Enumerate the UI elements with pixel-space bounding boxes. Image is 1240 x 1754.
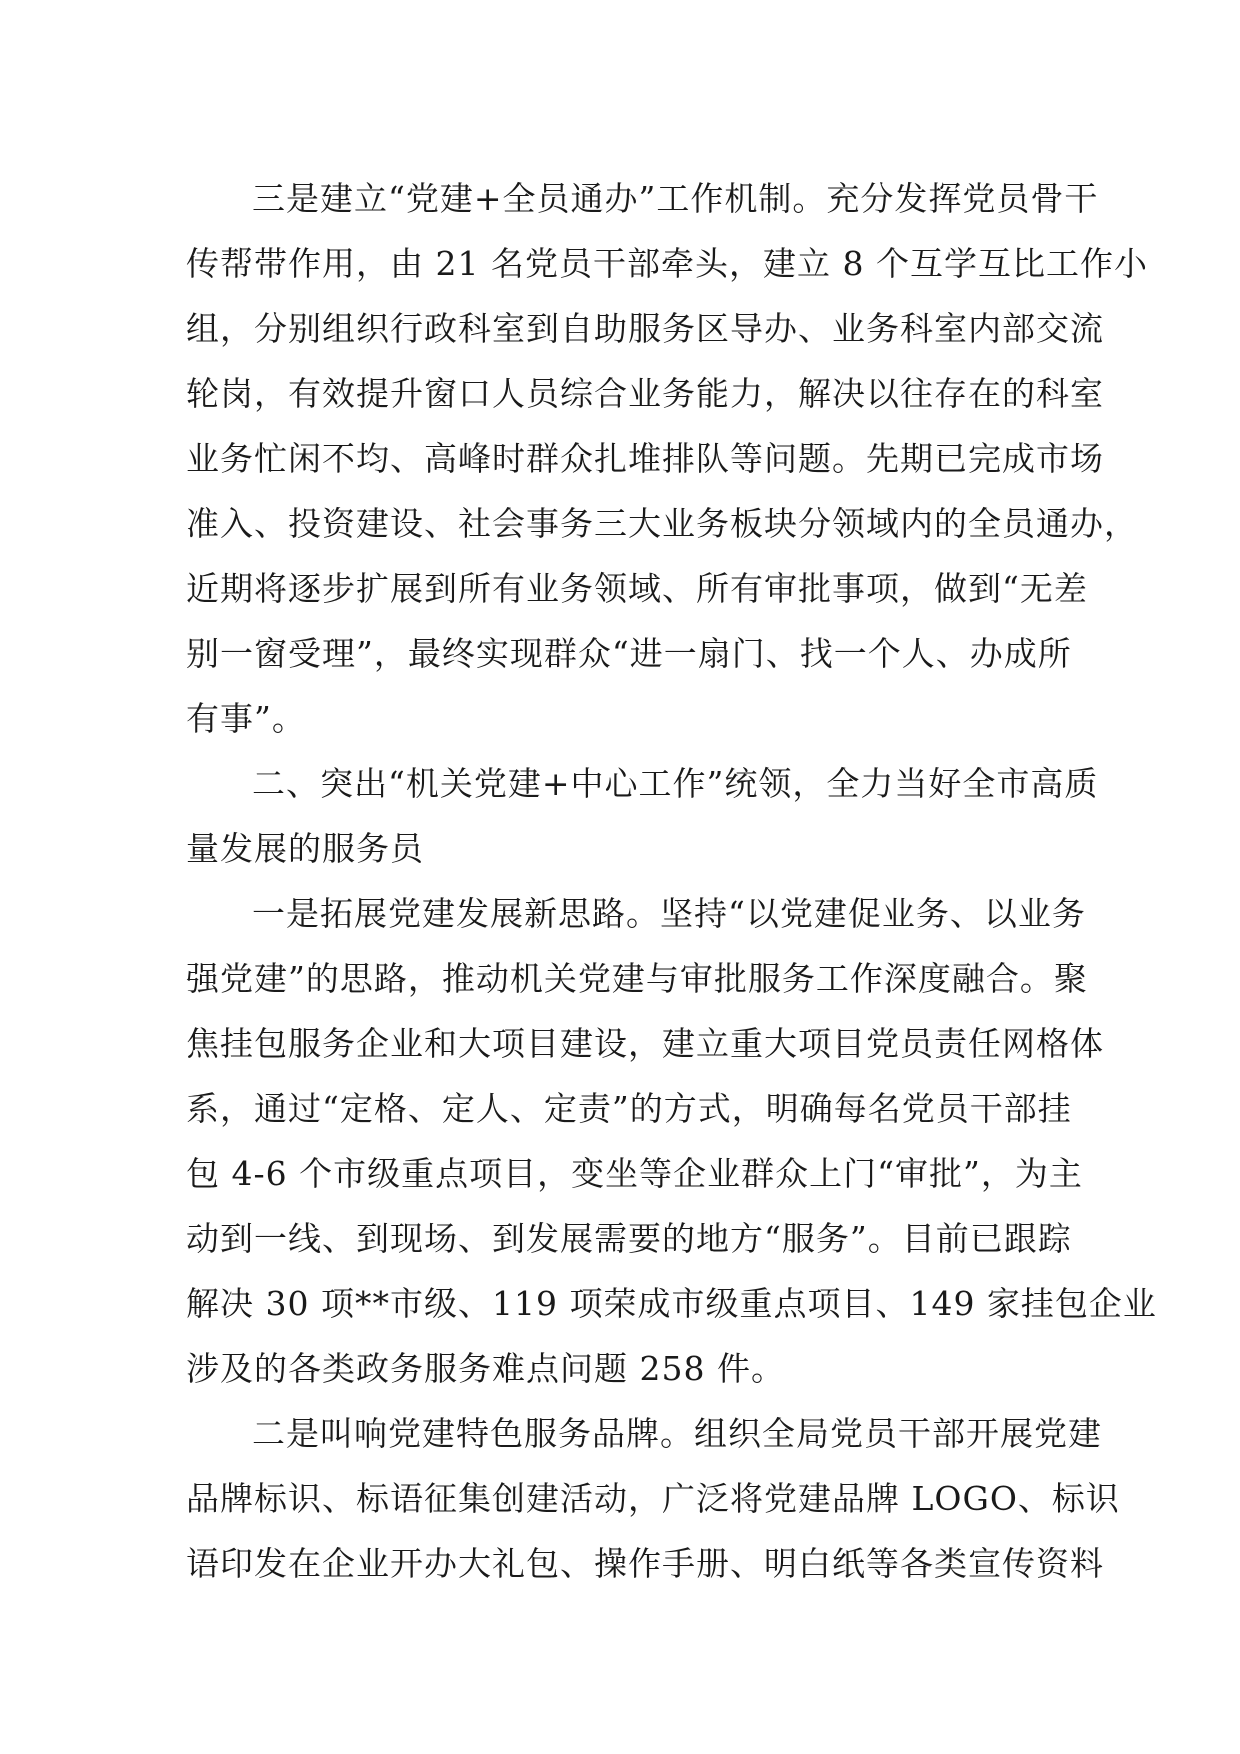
text-line: 准入、投资建设、社会事务三大业务板块分领域内的全员通办， <box>186 504 1138 543</box>
text-line: 近期将逐步扩展到所有业务领域、所有审批事项，做到“无差 <box>186 569 1088 608</box>
text-line: 系，通过“定格、定人、定责”的方式，明确每名党员干部挂 <box>186 1089 1072 1128</box>
text-line: 强党建”的思路，推动机关党建与审批服务工作深度融合。聚 <box>186 959 1088 998</box>
paragraph-party-building-all-staff-mechanism <box>186 166 1148 751</box>
section-heading-two <box>186 751 1099 881</box>
text-line: 一是拓展党建发展新思路。坚持“以党建促业务、以业务 <box>252 894 1086 933</box>
text-line: 有事”。 <box>186 699 306 738</box>
text-line: 品牌标识、标语征集创建活动，广泛将党建品牌 LOGO、标识 <box>186 1479 1120 1518</box>
text-line: 焦挂包服务企业和大项目建设，建立重大项目党员责任网格体 <box>186 1024 1104 1063</box>
text-line: 二、突出“机关党建+中心工作”统领，全力当好全市高质 <box>252 764 1099 803</box>
text-line: 别一窗受理”，最终实现群众“进一扇门、找一个人、办成所 <box>186 634 1072 673</box>
paragraph-party-building-service-brand <box>186 1401 1120 1596</box>
text-line: 量发展的服务员 <box>186 829 424 868</box>
document-body <box>186 166 1157 1596</box>
text-line: 解决 30 项**市级、119 项荣成市级重点项目、149 家挂包企业 <box>186 1284 1157 1323</box>
text-line: 涉及的各类政务服务难点问题 258 件。 <box>186 1349 785 1388</box>
text-line: 传帮带作用，由 21 名党员干部牵头，建立 8 个互学互比工作小 <box>186 244 1148 283</box>
text-line: 动到一线、到现场、到发展需要的地方“服务”。目前已跟踪 <box>186 1219 1072 1258</box>
text-line: 二是叫响党建特色服务品牌。组织全局党员干部开展党建 <box>252 1414 1102 1453</box>
text-line: 语印发在企业开办大礼包、操作手册、明白纸等各类宣传资料 <box>186 1544 1104 1583</box>
text-line: 三是建立“党建+全员通办”工作机制。充分发挥党员骨干 <box>252 179 1099 218</box>
text-line: 包 4-6 个市级重点项目，变坐等企业群众上门“审批”，为主 <box>186 1154 1083 1193</box>
paragraph-expand-party-building-ideas <box>186 881 1157 1401</box>
text-line: 轮岗，有效提升窗口人员综合业务能力，解决以往存在的科室 <box>186 374 1104 413</box>
text-line: 组，分别组织行政科室到自助服务区导办、业务科室内部交流 <box>186 309 1104 348</box>
text-line: 业务忙闲不均、高峰时群众扎堆排队等问题。先期已完成市场 <box>186 439 1104 478</box>
